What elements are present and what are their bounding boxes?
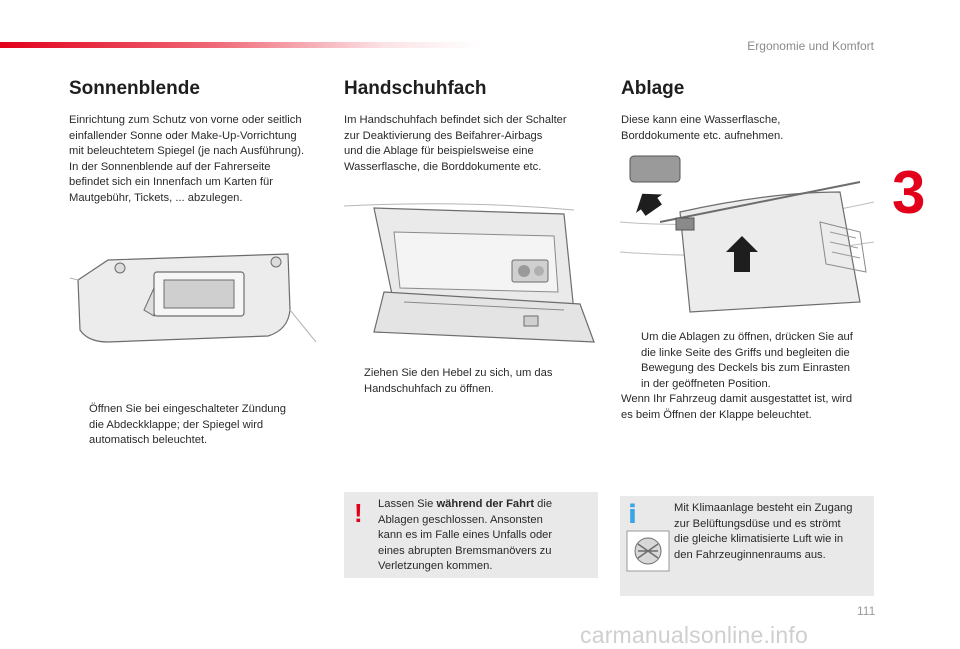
info-text: Mit Klimaanlage besteht ein Zugang zur Belüftungsdüse und es strömt die gleiche klimatisierte Luft wie in den Fahrzeuginnenraums aus.: [674, 502, 853, 561]
air-vent-icon: [626, 530, 670, 572]
ablage-lighting-text: Wenn Ihr Fahrzeug damit ausgestattet ist, wird es beim Öffnen der Klappe beleuchtet.: [621, 393, 853, 421]
section-title: Ergonomie und Komfort: [747, 39, 874, 53]
ablage-bullet: Um die Ablagen zu öffnen, drücken Sie auf die linke Seite des Griffs und begleiten die Bewegung des Deckels bis zum Einrasten in der geöffneten Position.: [641, 331, 853, 390]
ablage-text: Diese kann eine Wasserflasche, Borddokumente etc. aufnehmen.: [621, 114, 784, 142]
storage-compartment-illustration: [620, 152, 874, 322]
info-icon: i: [628, 500, 637, 530]
sonnenblende-bullet: Öffnen Sie bei eingeschalteter Zündung die Abdeckklappe; der Spiegel wird automatisch beleuchtet.: [89, 403, 286, 447]
sun-visor-illustration: [68, 250, 328, 350]
handschuhfach-bullet: Ziehen Sie den Hebel zu sich, um das Handschuhfach zu öffnen.: [364, 367, 553, 395]
glovebox-illustration: [344, 192, 600, 352]
sonnenblende-heading: Sonnenblende: [69, 78, 200, 99]
handschuhfach-heading: Handschuhfach: [344, 78, 487, 99]
warning-text: Lassen Sie während der Fahrt die Ablagen geschlossen. Ansonsten kann es im Falle eines Unfalls oder eines abrupten Bremsmanövers zu Verletzungen kommen.: [378, 498, 553, 573]
ablage-heading: Ablage: [621, 78, 685, 99]
watermark: carmanualsonline.info: [580, 622, 808, 648]
handschuhfach-text: Im Handschuhfach befindet sich der Schalter zur Deaktivierung des Beifahrer-Airbags und die Ablage für beispielsweise eine Wasserflasche, die Borddokumente etc.: [344, 114, 567, 173]
sonnenblende-text: Einrichtung zum Schutz von vorne oder seitlich einfallender Sonne oder Make-Up-Vorrichtung mit beleuchtetem Spiegel (je nach Ausführung). In der Sonnenblende auf der Fahrerseite befindet sich ein Innenfach um Karten für Mautgebühr, Tickets, ... abzulegen.: [69, 114, 305, 204]
chapter-number: 3: [892, 159, 926, 226]
warning-icon: !: [354, 498, 363, 528]
page-number: 111: [857, 604, 876, 618]
header-accent-bar: [0, 42, 480, 48]
